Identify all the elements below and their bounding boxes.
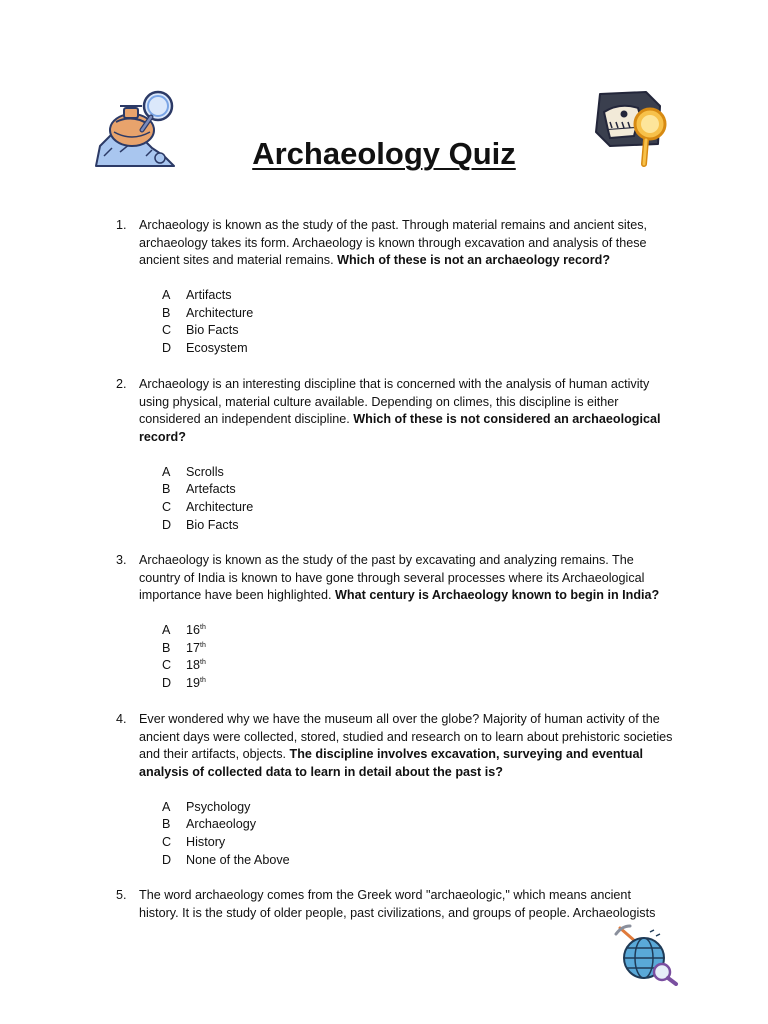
question-text: Archaeology is an interesting discipline that is concerned with the analysis of human activity using physical, material culture available. Depending on climes, this discipline is either considered an independent discipline. Which of these is not considered an archaeological record? <box>139 377 661 444</box>
globe-pickaxe-magnifier-icon <box>614 924 680 986</box>
question-text: Archaeology is known as the study of the past by excavating and analyzing remains. The country of India is known to have gone through several processes where its Archaeological importance have been highlighted. What century is Archaeology known to begin in India? <box>139 553 660 603</box>
question-number: 4. <box>116 712 127 726</box>
quiz-page: Archaeology Quiz 1. Archaeology is known as the study of the past. Through material remains and ancient sites, archaeology takes its form. Archaeology is known through excavation and analysis of these ancient sites and material remains. Which of these is not an archaeology record? A Artifacts B Architecture C Bio Facts D Ecosystem 2. Archaeology is an interesting discipline that is concerned with the analysis of human activity using physical, material culture available. Depending on climes, this discipline is either considered an independent discipline. Which of these is not considered an archaeological record? A Scrolls B Artefacts C Architecture D Bio Facts 3. Archaeology is known as the study of the past by excavating and analyzing remains. The country of India is known to have gone through several processes where its Archaeological importance have been highlighted. What century is Archaeology known to begin in India? A 16th B 17th C 18th D 19th 4. Ever wondered why we have the museum all over the globe? Majority of human activity of the ancient days were collected, stored, studied and research on to learn about prehistoric societies and their artifacts, objects. The discipline involves excavation, surveying and eventual analysis of collected data to learn in detail about the past is? A Psychology B Archaeology C History D None of the Above 5. The word archaeology comes from the Greek word "archaeologic," which means ancient history. It is the study of older people, past civilizations, and groups of people. Archaeologists <box>0 0 768 1024</box>
question-number: 3. <box>116 553 127 567</box>
question-text: Ever wondered why we have the museum all over the globe? Majority of human activity of the ancient days were collected, stored, studied and research on to learn about prehistoric societies and their artifacts, objects. The discipline involves excavation, surveying and eventual analysis of collected data to learn in detail about the past is? <box>139 712 673 779</box>
question-number: 2. <box>116 377 127 391</box>
question-number: 1. <box>116 218 127 232</box>
page-title: Archaeology Quiz <box>252 136 516 171</box>
question-number: 5. <box>116 888 127 902</box>
question-text: The word archaeology comes from the Greek word "archaeologic," which means ancient history. It is the study of older people, past civilizations, and groups of people. Archaeologists <box>139 888 656 920</box>
question-text: Archaeology is known as the study of the past. Through material remains and ancient sites, archaeology takes its form. Archaeology is known through excavation and analysis of these ancient sites and material remains. Which of these is not an archaeology record? <box>139 218 647 268</box>
